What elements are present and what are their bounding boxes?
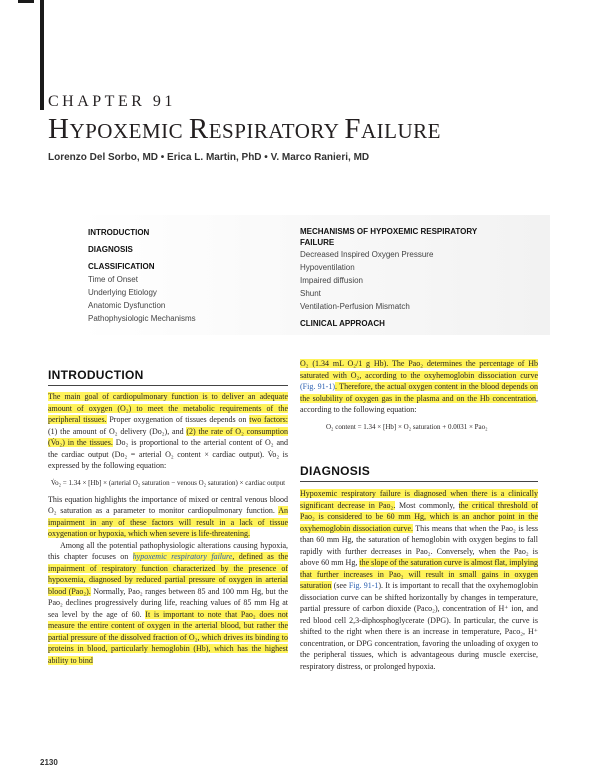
body-text: Proper oxygenation of tissues depends on bbox=[106, 415, 250, 424]
outline-heading: DIAGNOSIS bbox=[88, 245, 133, 254]
outline-item: Hypoventilation bbox=[300, 263, 355, 272]
top-tick-mark bbox=[18, 0, 34, 3]
page-number: 2130 bbox=[40, 758, 58, 767]
body-text: ). It is important to recall that the oxyhemoglobin dissociation curve can be shifted horizontally by changes in temperature, partial pressure of carbon dioxide (Paco₂), concentration of H⁺ ion, and red blood cell 2,3-diphosphoglycerate (DPG). In particular, the curve is shifted to the right when there is an increase in temperature, Paco₂, H⁺ concentration, or DPG concentration, favoring the unloading of oxygen to the peripheral tissues, which is advantageous during muscle exercise, respiratory distress, or prolonged hypoxia. bbox=[300, 581, 538, 671]
title-initial: H bbox=[48, 113, 70, 145]
outline-heading: CLINICAL APPROACH bbox=[300, 319, 385, 328]
highlighted-text: O₂ (1.34 mL O₂/1 g Hb). The Pao₂ determines the percentage of Hb saturated with O₂, according to the oxyhemoglobin dissociation curve bbox=[300, 359, 538, 380]
outline-item: Pathophysiologic Mechanisms bbox=[88, 314, 196, 323]
equation-vo2: V̇o₂ = 1.34 × [Hb] × (arterial O₂ saturation − venous O₂ saturation) × cardiac output bbox=[50, 478, 286, 487]
outline-item: Time of Onset bbox=[88, 275, 138, 284]
outline-item: Shunt bbox=[300, 289, 321, 298]
paragraph bbox=[48, 494, 288, 540]
outline-item: Underlying Etiology bbox=[88, 288, 157, 297]
paragraph bbox=[300, 488, 538, 672]
outline-item: Ventilation-Perfusion Mismatch bbox=[300, 302, 410, 311]
outline-right-column bbox=[300, 222, 500, 330]
body-text: Normally, Pao₂ ranges between 85 and 100 mm Hg, but the Pao₂ declines progressively during life, reaching values of 85 mm Hg at sea level by the age of 60. bbox=[48, 586, 288, 619]
highlighted-text: Hypoxemic respiratory failure is diagnosed when there is a clinically significant decrease in Pao₂. bbox=[300, 489, 538, 510]
body-text: Most commonly, bbox=[395, 500, 459, 510]
highlighted-text: the slope of the saturation curve is almost flat, implying that further increases in Pao₂ will result in small gains in oxygen saturation bbox=[300, 558, 538, 590]
paragraph bbox=[300, 358, 538, 416]
paragraph bbox=[48, 540, 288, 667]
highlighted-text: , defined as the impairment of respiratory function characterized by the presence of hypoxemia, diagnosed by reduced partial pressure of oxygen in arterial blood (Pao₂). bbox=[48, 552, 288, 596]
outline-heading: INTRODUCTION bbox=[88, 228, 150, 237]
term-link[interactable]: hypoxemic respiratory failure bbox=[132, 552, 233, 561]
title-rest: YPOXEMIC bbox=[69, 119, 189, 143]
highlighted-text: . Therefore, the actual oxygen content in the blood depends on the solubility of oxygen gas in the plasma and on the Hb concentration bbox=[300, 382, 538, 403]
section-heading-introduction: INTRODUCTION bbox=[48, 368, 144, 382]
outline-left-column bbox=[88, 222, 278, 325]
outline-item: Anatomic Dysfunction bbox=[88, 301, 166, 310]
body-text: This equation highlights the importance of mixed or central venous blood O₂ saturation as a parameter to monitor cardiopulmonary function. bbox=[48, 494, 288, 515]
title-rest: AILURE bbox=[361, 119, 441, 143]
chapter-title bbox=[48, 113, 441, 146]
highlighted-text: (2) the rate of O₂ consumption (V̇o₂) in the tissues. bbox=[48, 426, 288, 447]
outline-heading: MECHANISMS OF HYPOXEMIC RESPIRATORY FAILURE bbox=[300, 227, 478, 247]
body-text: (see bbox=[331, 581, 349, 590]
figure-link[interactable]: Fig. 91-1 bbox=[348, 581, 379, 590]
heading-rule bbox=[300, 481, 538, 482]
title-initial: R bbox=[188, 113, 209, 145]
left-text-column bbox=[48, 391, 288, 666]
figure-link[interactable]: (Fig. 91-1) bbox=[300, 382, 335, 391]
authors: Lorenzo Del Sorbo, MD • Erica L. Martin, PhD • V. Marco Ranieri, MD bbox=[48, 152, 370, 163]
top-vertical-rule bbox=[40, 0, 44, 110]
section-heading-diagnosis: DIAGNOSIS bbox=[300, 464, 371, 478]
highlighted-text: The main goal of cardiopulmonary function is to deliver an adequate amount of oxygen (O₂) to meet the metabolic requirements of the peripheral tissues. bbox=[48, 392, 288, 424]
outline-item: Decreased Inspired Oxygen Pressure bbox=[300, 250, 434, 259]
equation-o2-content: O₂ content = 1.34 × [Hb] × O₂ saturation + 0.0031 × Pao₂ bbox=[326, 422, 488, 431]
highlighted-text: the critical threshold of Pao₂ is considered to be 60 mm Hg, which is an anchor point in the oxyhemoglobin dissociation curve. bbox=[300, 500, 539, 533]
diagnosis-text-column bbox=[300, 488, 538, 672]
body-text: Among all the potential pathophysiologic alterations causing hypoxia, this chapter focuses on bbox=[48, 540, 288, 561]
paragraph bbox=[48, 391, 288, 472]
body-text: This means that when the Pao₂ is less than 60 mm Hg, the saturation of hemoglobin with oxygen begins to fall rapidly with further decreases in Pao₂. Conversely, when the Pao₂ is above 60 mm Hg, bbox=[300, 523, 538, 567]
body-text: , according to the following equation: bbox=[300, 393, 538, 414]
outline-item: Impaired diffusion bbox=[300, 276, 363, 285]
highlighted-text: An impairment in any of these factors will result in a lack of tissue oxygenation or hypoxia, which when severe is life-threatening. bbox=[48, 506, 288, 538]
body-text: (1) the amount of O₂ delivery (Do₂), and bbox=[48, 426, 187, 436]
body-text: Do₂ is proportional to the arterial content of O₂ and the cardiac output (Do₂ = arterial O₂ content × cardiac output). V̇o₂ is expressed by the following equation: bbox=[48, 438, 288, 470]
right-text-column bbox=[300, 358, 538, 438]
title-rest: ESPIRATORY bbox=[208, 119, 345, 143]
chapter-label: CHAPTER 91 bbox=[48, 93, 176, 110]
heading-rule bbox=[48, 385, 288, 386]
outline-heading: CLASSIFICATION bbox=[88, 262, 155, 271]
title-initial: F bbox=[344, 113, 361, 145]
highlighted-text: It is important to note that Pao₂ does not measure the entire content of oxygen in the arterial blood, but rather the partial pressure of the dissolved fraction of O₂, which drives its binding to proteins in blood, particularly hemoglobin (Hb), which has the highest ability to bind bbox=[48, 609, 288, 665]
highlighted-text: two factors: bbox=[249, 415, 289, 424]
